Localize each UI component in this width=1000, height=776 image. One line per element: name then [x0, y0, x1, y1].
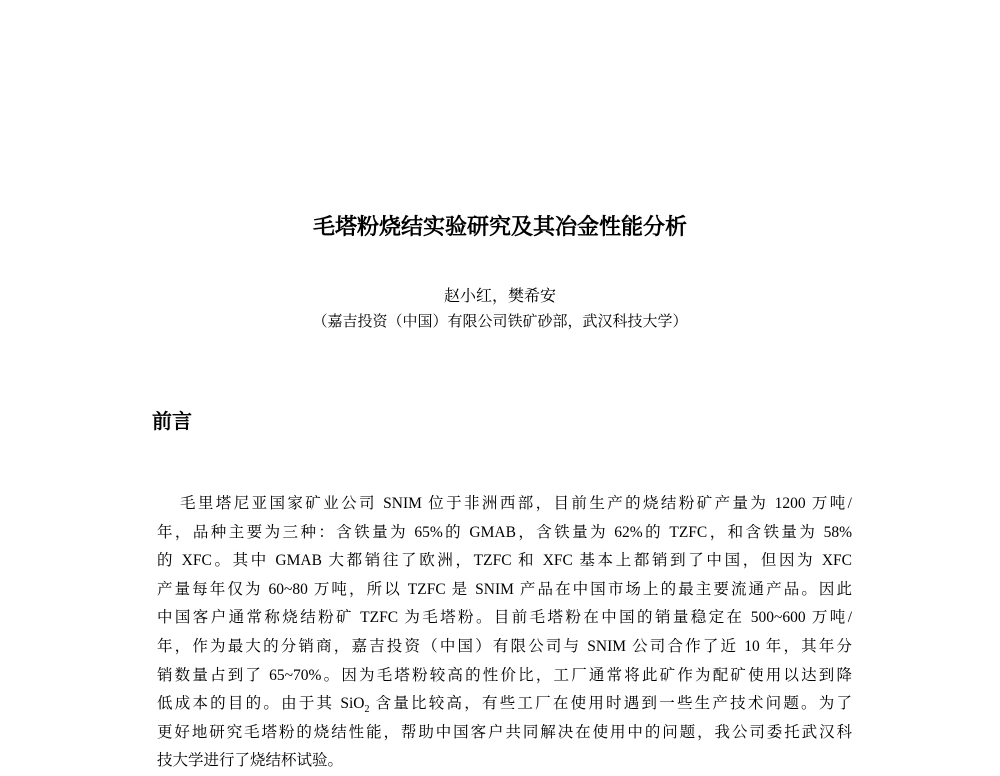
- paragraph-line: 毛里塔尼亚国家矿业公司 SNIM 位于非洲西部，目前生产的烧结粉矿产量为 1200 万吨/: [180, 495, 852, 512]
- paragraph-line: 的 XFC。其中 GMAB 大都销往了欧洲，TZFC 和 XFC 基本上都销到了中国，但因为 XFC: [157, 552, 852, 570]
- document-title: 毛塔粉烧结实验研究及其冶金性能分析: [312, 215, 687, 240]
- paragraph-line: 产量每年仅为 60~80 万吨，所以 TZFC 是 SNIM 产品在中国市场上的最主要流通产品。因此: [157, 580, 852, 598]
- paragraph-line: 年，作为最大的分销商，嘉吉投资（中国）有限公司与 SNIM 公司合作了近 10 年，其年分: [157, 637, 852, 655]
- subscript: 2: [364, 704, 370, 716]
- body-paragraph: [157, 490, 852, 776]
- authors: 赵小红，樊希安: [443, 286, 556, 305]
- paragraph-line: 销数量占到了 65~70%。因为毛塔粉较高的性价比，工厂通常将此矿作为配矿使用以达到降: [157, 666, 852, 684]
- affiliation: （嘉吉投资（中国）有限公司铁矿砂部，武汉科技大学）: [312, 312, 688, 330]
- line-text: 低成本的目的。由于其 SiO: [157, 695, 365, 713]
- paragraph-line: 更好地研究毛塔粉的烧结性能，帮助中国客户共同解决在使用中的问题，我公司委托武汉科: [157, 723, 852, 741]
- line-text: 含量比较高，有些工厂在使用时遇到一些生产技术问题。为了: [369, 695, 852, 713]
- paragraph-line: [157, 690, 852, 719]
- section-heading: 前言: [152, 409, 192, 433]
- paragraph-line: 中国客户通常称烧结粉矿 TZFC 为毛塔粉。目前毛塔粉在中国的销量稳定在 500~600 万吨/: [157, 609, 852, 627]
- paragraph-line: 年，品种主要为三种：含铁量为 65%的 GMAB，含铁量为 62%的 TZFC，和含铁量为 58%: [157, 523, 852, 541]
- paragraph-line: 技大学进行了烧结杯试验。: [157, 752, 344, 770]
